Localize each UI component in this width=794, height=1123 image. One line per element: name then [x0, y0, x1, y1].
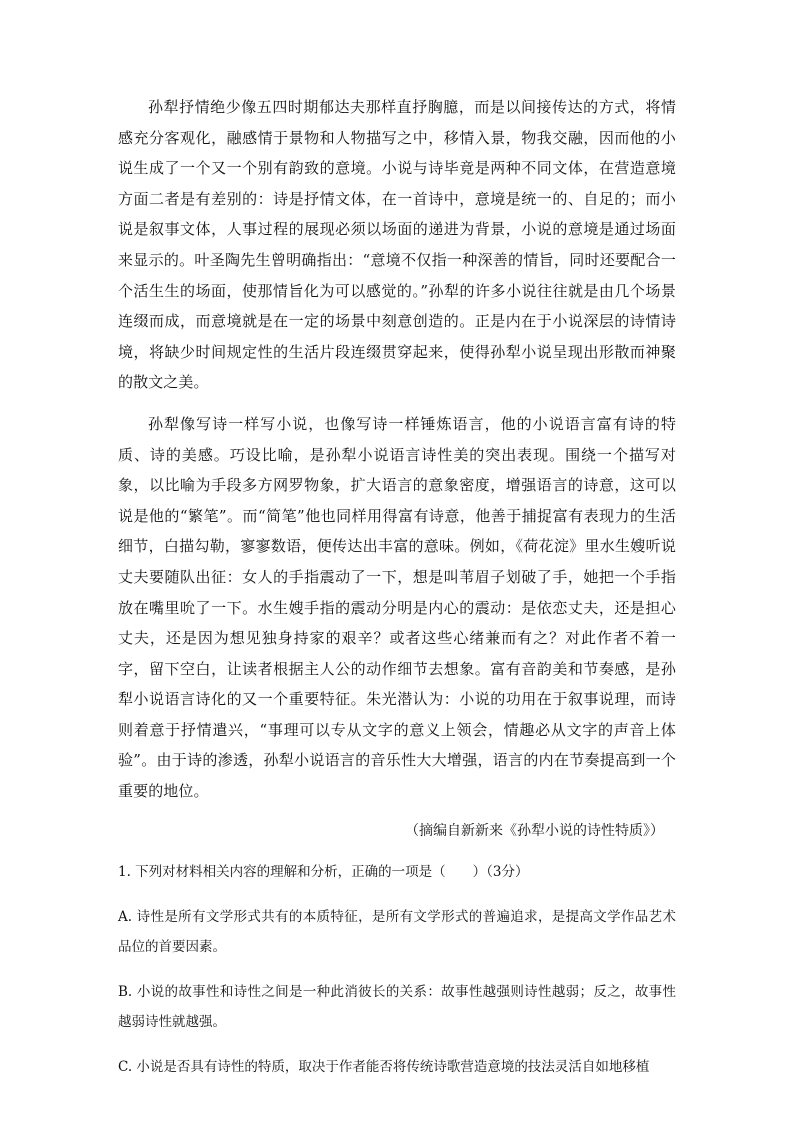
body-paragraph-1: 孙犁抒情绝少像五四时期郁达夫那样直抒胸臆，而是以间接传达的方式，将情感充分客观化，融感情于景物和人物描写之中，移情入景，物我交融，因而他的小说生成了一个又一个别有韵致的意境。小说与诗毕竟是两种不同文体，在营造意境方面二者是有差别的：诗是抒情文体，在一首诗中，意境是统一的、自足的；而小说是叙事文体，人事过程的展现必须以场面的递进为背景，小说的意境是通过场面来显示的。叶圣陶先生曾明确指出：“意境不仅指一种深善的情旨，同时还要配合一个活生生的场面，使那情旨化为可以感觉的。”孙犁的许多小说往往就是由几个场景连缀而成，而意境就是在一定的场景中刻意创造的。正是内在于小说深层的诗情诗境，将缺少时间规定性的生活片段连缀贯穿起来，使得孙犁小说呈现出形散而神聚的散文之美。 — [118, 98, 676, 392]
source-citation: （摘编自新新来《孙犁小说的诗性特质》） — [405, 822, 664, 839]
body-paragraph-2: 孙犁像写诗一样写小说，也像写诗一样锤炼语言，他的小说语言富有诗的特质、诗的美感。巧设比喻，是孙犁小说语言诗性美的突出表现。围绕一个描写对象，以比喻为手段多方网罗物象，扩大语言的意象密度，增强语言的诗意，这可以说是他的“繁笔”。而“简笔”他也同样用得富有诗意，他善于捕捉富有表现力的生活细节，白描勾勒，寥寥数语，便传达出丰富的意味。例如，《荷花淀》里水生嫂听说丈夫要随队出征：女人的手指震动了一下，想是叫苇眉子划破了手，她把一个手指放在嘴里吮了一下。水生嫂手指的震动分明是内心的震动：是依恋丈夫，还是担心丈夫，还是因为想见独身持家的艰辛？或者这些心绪兼而有之？对此作者不着一字，留下空白，让读者根据主人公的动作细节去想象。富有音韵美和节奏感，是孙犁小说语言诗化的又一个重要特征。朱光潜认为：小说的功用在于叙事说理，而诗则着意于抒情遣兴，“事理可以专从文字的意义上领会，情趣必从文字的声音上体验”。由于诗的渗透，孙犁小说语言的音乐性大大增强，语言的内在节奏提高到一个重要的地位。 — [118, 414, 676, 801]
option-a: A. 诗性是所有文学形式共有的本质特征，是所有文学形式的普遍追求，是提高文学作品艺术品位的首要因素。 — [118, 908, 676, 955]
document-page — [118, 92, 676, 1097]
option-c: C. 小说是否具有诗性的特质，取决于作者能否将传统诗歌营造意境的技法灵活自如地移植 — [118, 1058, 650, 1075]
option-b: B. 小说的故事性和诗性之间是一种此消彼长的关系：故事性越强则诗性越弱；反之，故事性越弱诗性就越强。 — [118, 983, 676, 1030]
question-stem: 1. 下列对材料相关内容的理解和分析，正确的一项是（ ）（3分） — [118, 863, 529, 880]
